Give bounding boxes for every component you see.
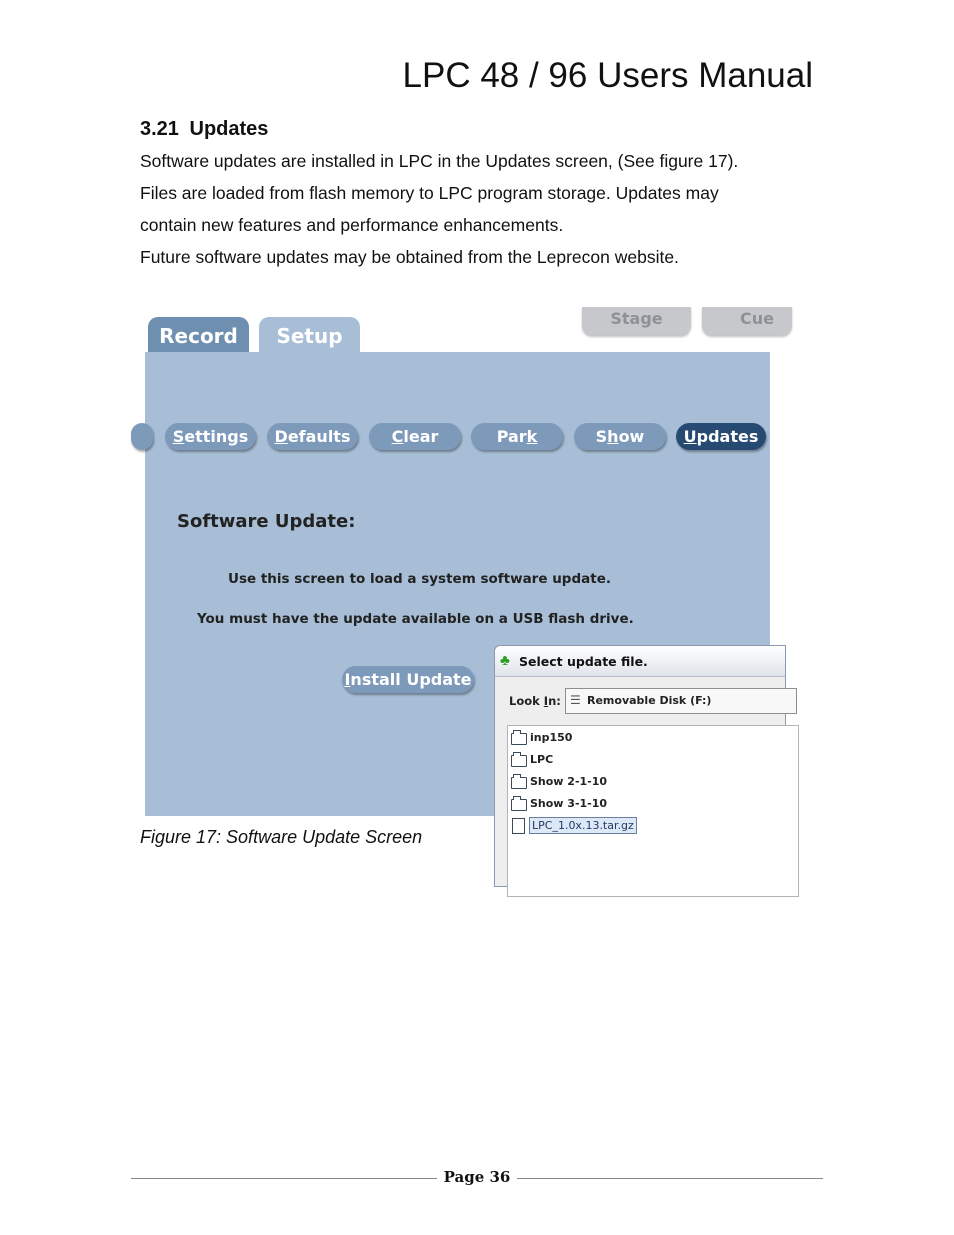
- disk-icon: ☰: [570, 693, 581, 707]
- clover-icon: ♣: [500, 652, 510, 669]
- cue-button[interactable]: Cue: [702, 307, 792, 335]
- figure-caption: Figure 17: Software Update Screen: [140, 827, 423, 847]
- body-text-line: Software updates are installed in LPC in the Updates screen, (See figure 17).: [140, 151, 739, 171]
- file-icon: [512, 818, 525, 834]
- section-number: 3.21: [140, 118, 179, 140]
- section-title: Updates: [189, 118, 269, 140]
- dialog-title: Select update file.: [519, 654, 648, 669]
- software-update-screenshot: [145, 307, 774, 832]
- file-name: LPC: [530, 753, 554, 766]
- look-in-label: Look In:: [509, 694, 561, 708]
- tab-record[interactable]: Record: [148, 317, 249, 353]
- stage-button[interactable]: Stage: [582, 307, 691, 335]
- footer-rule: [517, 1178, 823, 1179]
- subtab-updates[interactable]: Updates: [676, 423, 766, 450]
- page-footer: [131, 1168, 823, 1192]
- folder-icon: [511, 799, 527, 811]
- file-name: inp150: [530, 731, 573, 744]
- subtab-settings[interactable]: Settings: [165, 423, 256, 450]
- folder-icon: [511, 755, 527, 767]
- look-in-value: Removable Disk (F:): [587, 694, 712, 707]
- file-name: Show 2-1-10: [530, 775, 608, 788]
- setup-panel: [145, 352, 770, 832]
- software-update-heading: Software Update:: [177, 511, 356, 532]
- subtab-defaults[interactable]: Defaults: [267, 423, 358, 450]
- page-number: Page 36: [443, 1168, 511, 1186]
- folder-icon: [511, 733, 527, 745]
- select-file-dialog: [494, 645, 786, 887]
- body-text-line: Files are loaded from flash memory to LPC program storage. Updates may: [140, 183, 719, 203]
- subtab-park[interactable]: Park: [471, 423, 563, 450]
- file-name: Show 3-1-10: [530, 797, 608, 810]
- instruction-line: You must have the update available on a USB flash drive.: [197, 611, 634, 627]
- file-name: LPC_1.0x.13.tar.gz: [529, 817, 637, 834]
- install-update-button[interactable]: Install Update: [342, 666, 474, 693]
- tab-setup[interactable]: Setup: [259, 317, 360, 353]
- body-text-line: Future software updates may be obtained from the Leprecon website.: [140, 247, 679, 267]
- look-in-dropdown[interactable]: [565, 688, 797, 714]
- subtab-clear[interactable]: Clear: [369, 423, 461, 450]
- dialog-titlebar[interactable]: [495, 646, 785, 677]
- subtab-show[interactable]: Show: [574, 423, 666, 450]
- file-list[interactable]: [507, 725, 799, 897]
- section-heading: [140, 118, 268, 141]
- instruction-line: Use this screen to load a system software update.: [228, 571, 611, 587]
- body-text-line: contain new features and performance enhancements.: [140, 215, 564, 235]
- subtab-partial[interactable]: [131, 423, 153, 450]
- folder-icon: [511, 777, 527, 789]
- document-title: LPC 48 / 96 Users Manual: [402, 56, 813, 95]
